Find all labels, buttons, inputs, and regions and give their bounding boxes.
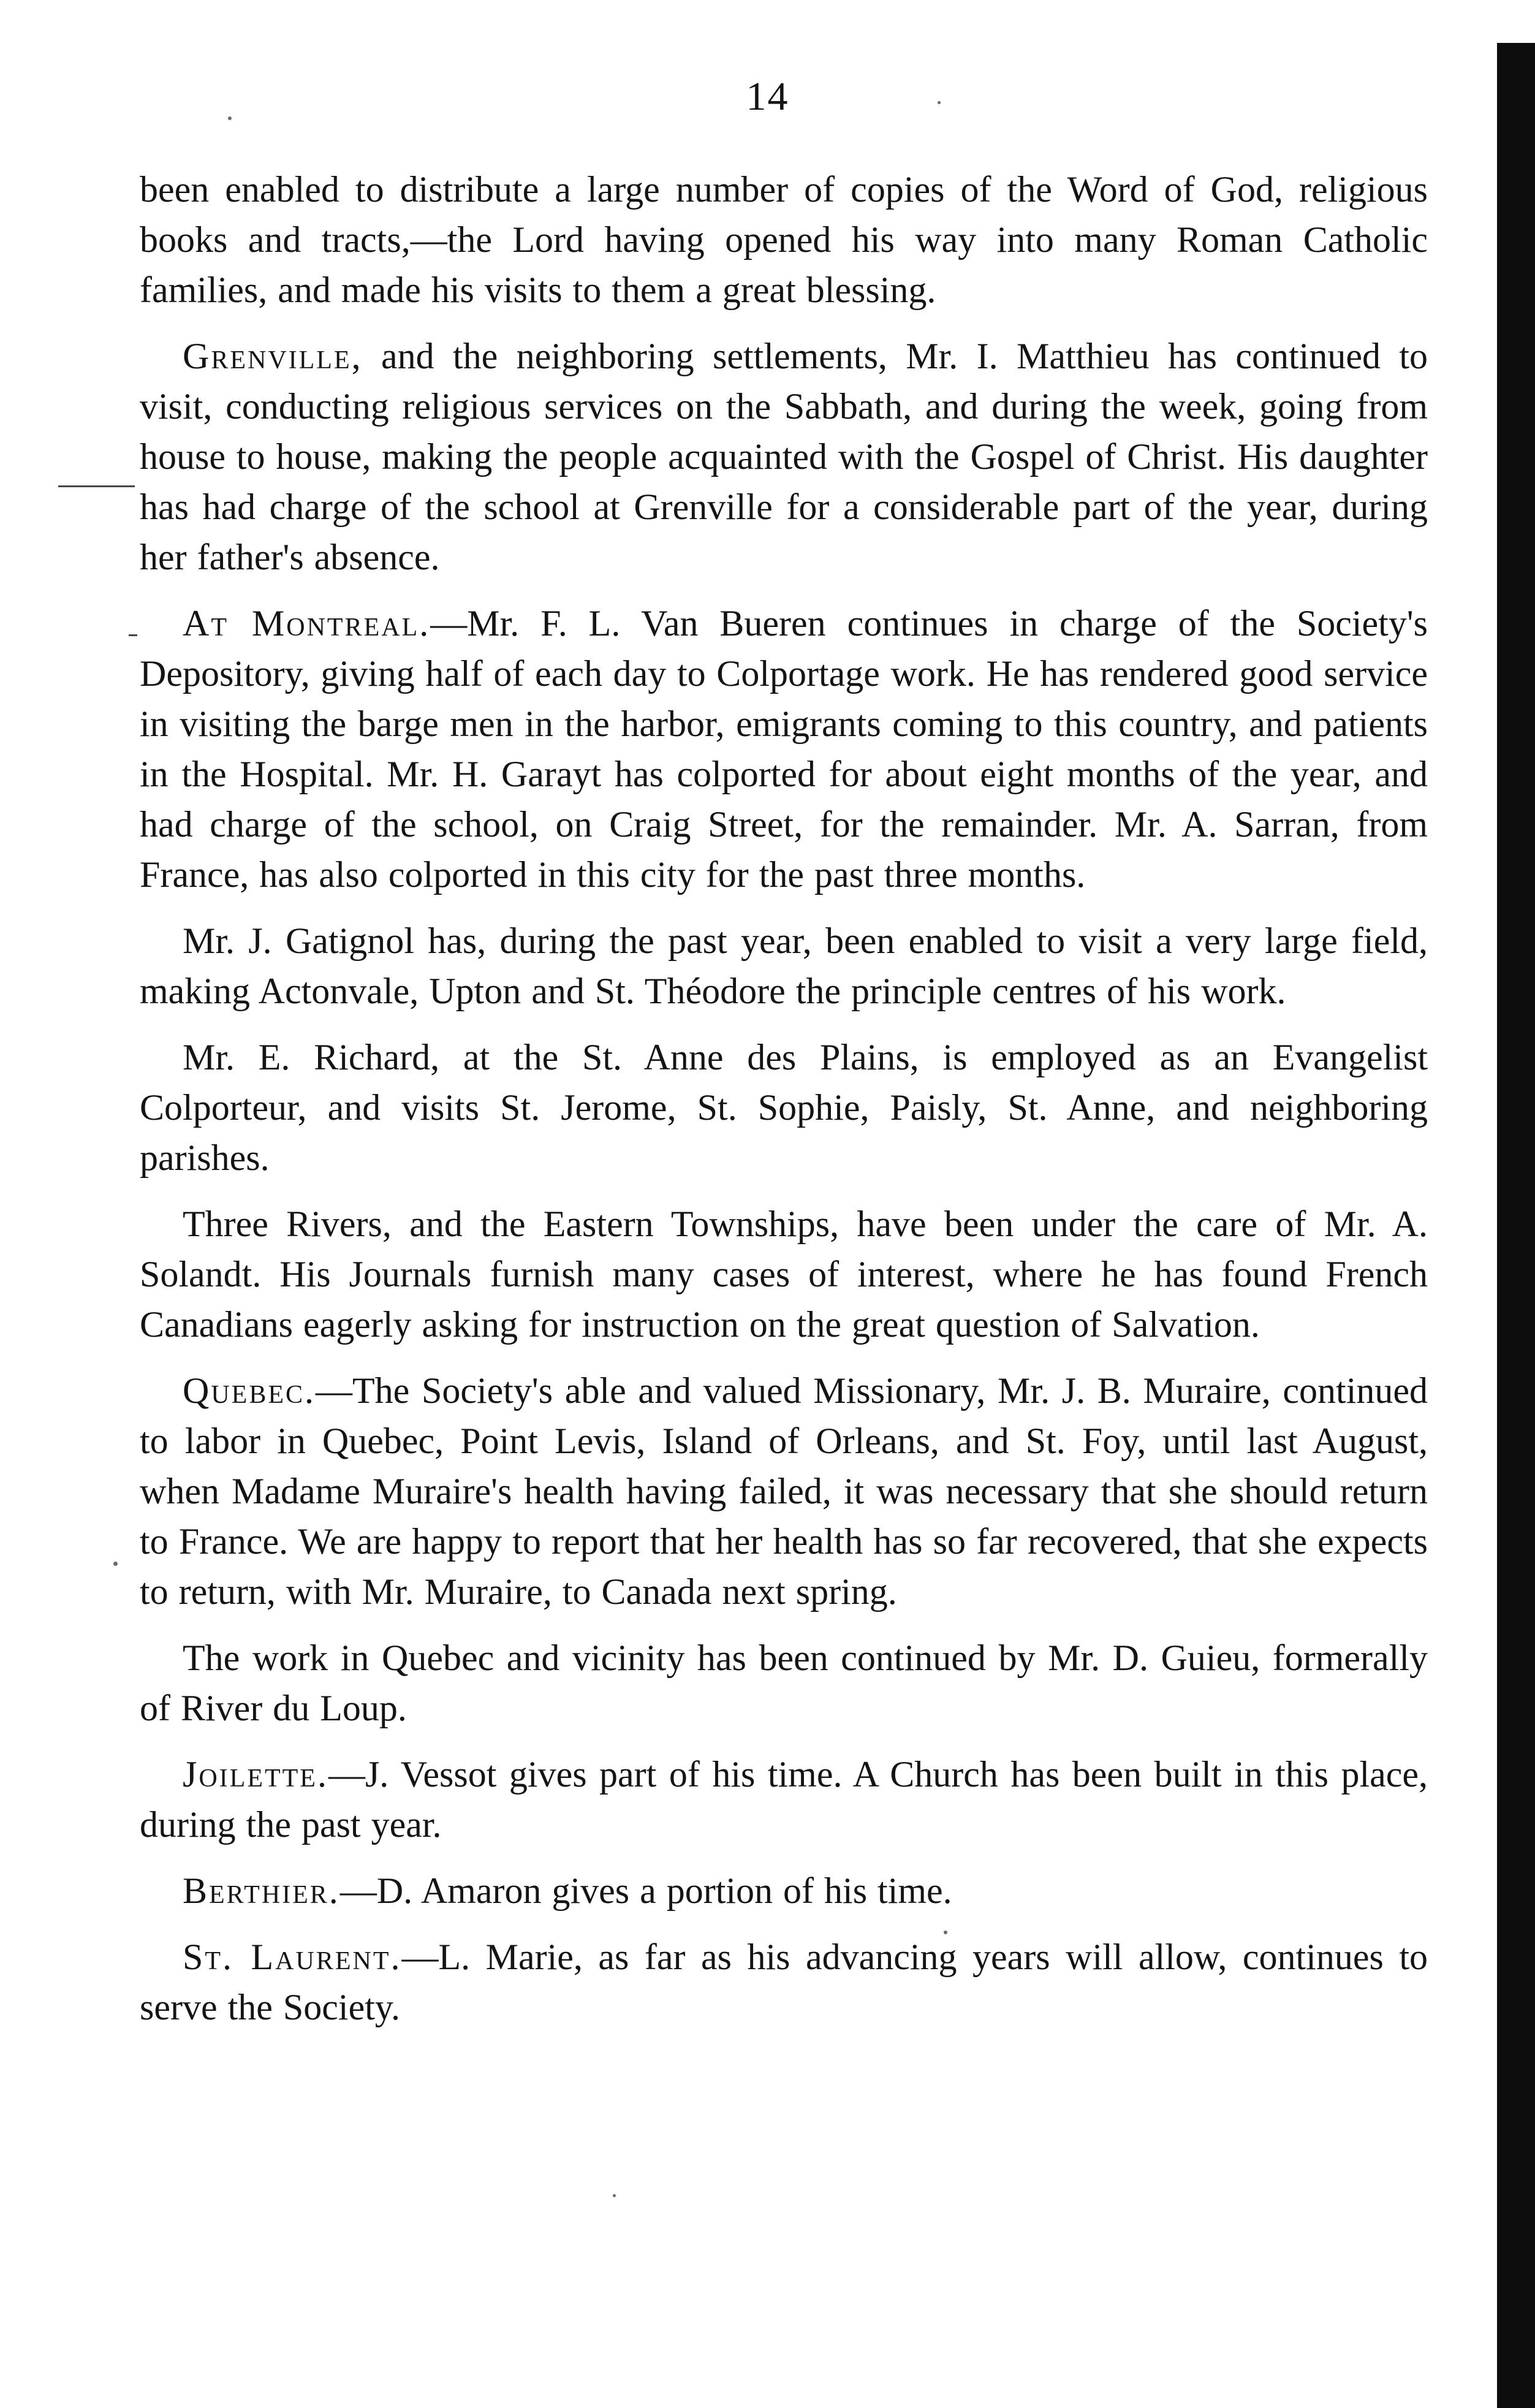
paragraph-lead: Grenville,	[183, 336, 363, 376]
scan-speck	[613, 2194, 616, 2197]
page-number: 14	[746, 74, 789, 119]
paragraph-richard	[140, 1032, 1428, 1183]
paragraph-joilette	[140, 1749, 1428, 1850]
paragraph-text: Mr. E. Richard, at the St. Anne des Plains, is employed as an Evangelist Colporteur, and visits St. Jerome, St. Sophie, Paisly, St. Anne, and neighboring parishes.	[140, 1037, 1428, 1178]
paragraph-text: Three Rivers, and the Eastern Townships, have been under the care of Mr. A. Solandt. His Journals furnish many cases of interest, where he has found French Canadians eagerly asking for instruction on the great question of Salvation.	[140, 1204, 1428, 1345]
paragraph-gatignol	[140, 916, 1428, 1016]
paragraph-text: —Mr. F. L. Van Bueren continues in charge of the Society's Depository, giving half of each day to Colportage work. He has rendered good service in visiting the barge men in the harbor, emigrants coming to this country, and patients in the Hospital. Mr. H. Garayt has colported for about eight months of the year, and had charge of the school, on Craig Street, for the remainder. Mr. A. Sarran, from France, has also colported in this city for the past three months.	[140, 603, 1428, 895]
paragraph-montreal	[140, 598, 1428, 900]
paragraph-quebec	[140, 1365, 1428, 1617]
scan-speck	[113, 1562, 118, 1566]
paragraph-text: —D. Amaron gives a portion of his time.	[339, 1871, 952, 1911]
paragraph-text: —L. Marie, as far as his advancing years will allow, continues to serve the Society.	[140, 1937, 1428, 2027]
paragraph-grenville	[140, 331, 1428, 582]
page-body	[140, 164, 1428, 2048]
paragraph-continuation	[140, 164, 1428, 315]
paragraph-quebec-vicinity	[140, 1633, 1428, 1733]
paragraph-text: The work in Quebec and vicinity has been continued by Mr. D. Guieu, formerally of River du Loup.	[140, 1638, 1428, 1728]
paragraph-text: Mr. J. Gatignol has, during the past year, been enabled to visit a very large field, making Actonvale, Upton and St. Théodore the principle centres of his work.	[140, 921, 1428, 1011]
paragraph-text: —J. Vessot gives part of his time. A Church has been built in this place, during the past year.	[140, 1754, 1428, 1845]
paragraph-lead: Joilette.	[183, 1754, 328, 1795]
paragraph-text: been enabled to distribute a large number of copies of the Word of God, religious books and tracts,—the Lord having opened his way into many Roman Catholic families, and made his visits to them a great blessing.	[140, 169, 1428, 310]
paragraph-lead: St. Laurent.	[183, 1937, 402, 1977]
paragraph-text: —The Society's able and valued Missionary, Mr. J. B. Muraire, continued to labor in Quebec, Point Levis, Island of Orleans, and St. Foy, until last August, when Madame Muraire's health having failed, it was necessary that she should return to France. We are happy to report that her health has so far recovered, that she expects to return, with Mr. Muraire, to Canada next spring.	[140, 1370, 1428, 1612]
paragraph-lead: Quebec.	[183, 1370, 316, 1411]
margin-mark	[58, 485, 135, 487]
paragraph-text: and the neighboring settlements, Mr. I. Matthieu has continued to visit, conducting religious services on the Sabbath, and during the week, going from house to house, making the people acquainted with the Gospel of Christ. His daughter has had charge of the school at Grenville for a considerable part of the year, during her father's absence.	[140, 336, 1428, 577]
paragraph-berthier	[140, 1866, 1428, 1916]
paragraph-three-rivers	[140, 1199, 1428, 1350]
paragraph-lead: At Montreal.	[183, 603, 431, 644]
paragraph-lead: Berthier.	[183, 1871, 340, 1911]
scan-edge-bar	[1497, 43, 1535, 2408]
margin-mark	[129, 634, 137, 636]
paragraph-st-laurent	[140, 1932, 1428, 2032]
